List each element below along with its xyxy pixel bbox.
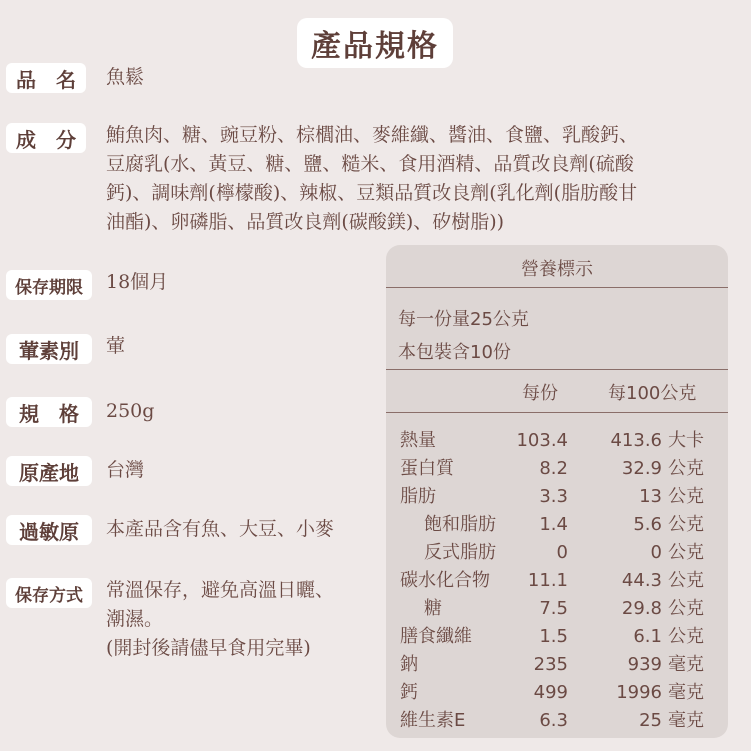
value-origin: 台灣 (106, 459, 145, 481)
nutrition-row (386, 427, 728, 455)
unit-label: 毫克 (668, 654, 704, 675)
divider (386, 412, 728, 413)
per-serving-value: 11.1 (527, 570, 568, 591)
value-allergen: 本產品含有魚、大豆、小麥 (106, 518, 335, 540)
nutrition-row (386, 679, 728, 707)
per-serving-value: 3.3 (539, 486, 568, 507)
divider (386, 287, 728, 288)
label-allergen: 過敏原 (6, 515, 92, 545)
per-serving-value: 1.4 (539, 514, 568, 535)
label-diet-type: 葷素別 (6, 334, 92, 364)
divider (386, 369, 728, 370)
per-100g-value: 1996 (616, 682, 662, 703)
nutrient-name: 脂肪 (400, 486, 436, 507)
per-100g-value: 32.9 (621, 458, 662, 479)
nutrient-name: 熱量 (400, 430, 436, 451)
per-serving-value: 499 (533, 682, 568, 703)
per-serving-value: 0 (556, 542, 568, 563)
nutrition-panel (386, 245, 728, 738)
nutrient-name: 糖 (424, 598, 442, 619)
column-per-serving: 每份 (522, 383, 558, 404)
unit-label: 公克 (668, 458, 704, 479)
value-shelf-life: 18個月 (106, 271, 169, 293)
nutrient-name: 碳水化合物 (400, 570, 490, 591)
per-serving-value: 6.3 (539, 710, 568, 731)
per-100g-value: 939 (627, 654, 662, 675)
nutrient-name: 飽和脂肪 (424, 514, 496, 535)
nutrition-row (386, 651, 728, 679)
label-name: 品 名 (6, 63, 86, 93)
nutrition-row (386, 707, 728, 735)
nutrition-heading: 營養標示 (521, 259, 593, 280)
value-diet-type: 葷 (106, 335, 126, 357)
column-per-100g: 每100公克 (608, 383, 697, 404)
value-ingredients: 鮪魚肉、糖、豌豆粉、棕櫚油、麥維纖、醬油、食鹽、乳酸鈣、 豆腐乳(水、黃豆、糖、鹽、糙米、食用酒精、品質改良劑(硫酸 鈣)、調味劑(檸檬酸)、辣椒、豆類品質改良劑(乳化劑(脂肪酸甘 油酯)、卵磷脂、品質改良劑(碳酸鎂)、矽樹脂)) (106, 124, 639, 233)
nutrition-row (386, 623, 728, 651)
unit-label: 大卡 (668, 430, 704, 451)
nutrient-name: 鈉 (400, 654, 418, 675)
unit-label: 公克 (668, 570, 704, 591)
nutrient-name: 蛋白質 (400, 458, 454, 479)
unit-label: 毫克 (668, 710, 704, 731)
nutrient-name: 鈣 (400, 682, 418, 703)
unit-label: 公克 (668, 514, 704, 535)
label-shelf-life: 保存期限 (6, 270, 92, 300)
nutrition-row (386, 455, 728, 483)
per-100g-value: 13 (639, 486, 662, 507)
nutrition-row (386, 595, 728, 623)
nutrient-name: 反式脂肪 (424, 542, 496, 563)
per-serving-value: 8.2 (539, 458, 568, 479)
serving-size: 每一份量25公克 (398, 309, 529, 330)
per-100g-value: 29.8 (621, 598, 662, 619)
page-title: 產品規格 (297, 18, 453, 68)
nutrient-name: 維生素E (400, 710, 466, 731)
unit-label: 公克 (668, 626, 704, 647)
per-100g-value: 6.1 (633, 626, 662, 647)
label-ingredients: 成 分 (6, 123, 86, 153)
label-origin: 原產地 (6, 456, 92, 486)
unit-label: 公克 (668, 598, 704, 619)
value-name: 魚鬆 (106, 66, 145, 88)
nutrition-row (386, 483, 728, 511)
per-100g-value: 44.3 (621, 570, 662, 591)
per-serving-value: 235 (533, 654, 568, 675)
servings-per-package: 本包裝含10份 (398, 342, 511, 363)
per-serving-value: 103.4 (516, 430, 568, 451)
label-spec: 規 格 (6, 397, 92, 427)
unit-label: 毫克 (668, 682, 704, 703)
nutrition-row (386, 539, 728, 567)
per-serving-value: 7.5 (539, 598, 568, 619)
nutrition-row (386, 567, 728, 595)
per-100g-value: 413.6 (610, 430, 662, 451)
label-storage: 保存方式 (6, 578, 92, 608)
per-100g-value: 5.6 (633, 514, 662, 535)
unit-label: 公克 (668, 542, 704, 563)
per-serving-value: 1.5 (539, 626, 568, 647)
nutrition-row (386, 511, 728, 539)
per-100g-value: 25 (639, 710, 662, 731)
nutrient-name: 膳食纖維 (400, 626, 472, 647)
value-storage: 常溫保存，避免高溫日曬、 潮濕。 (開封後請儘早食用完畢) (106, 579, 335, 659)
unit-label: 公克 (668, 486, 704, 507)
value-spec: 250g (106, 400, 155, 422)
per-100g-value: 0 (650, 542, 662, 563)
